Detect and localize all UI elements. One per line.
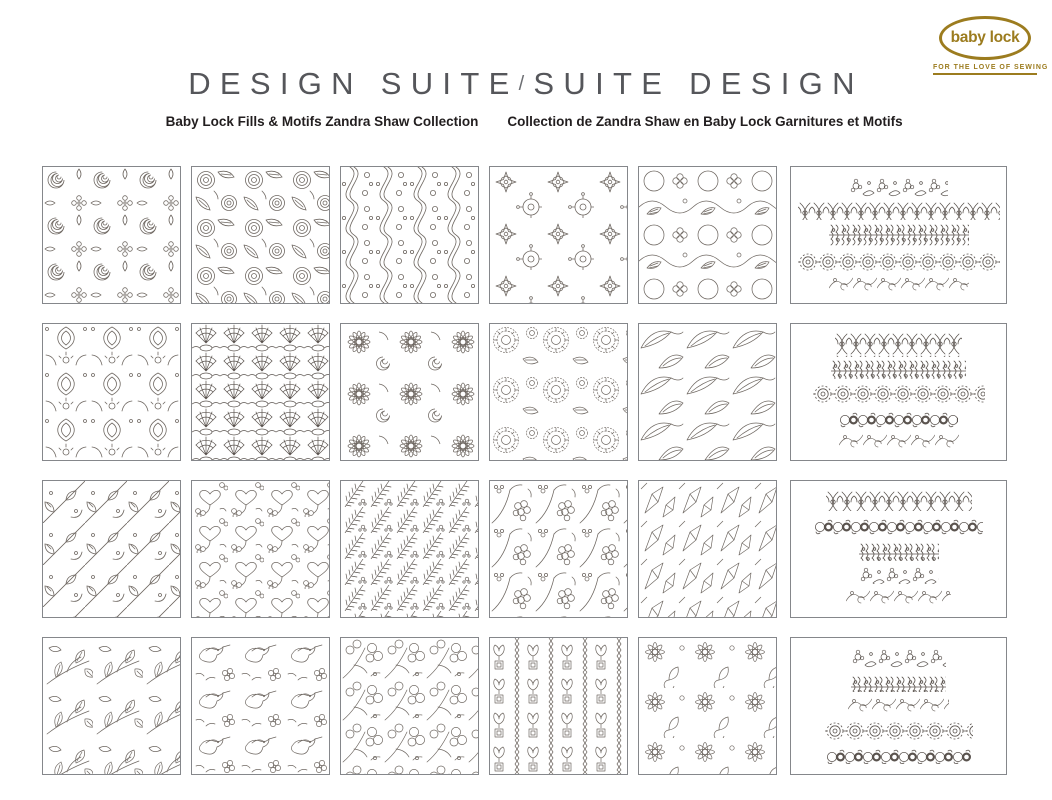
pattern-row xyxy=(42,480,1007,618)
clover-vine-fill xyxy=(638,166,777,304)
border-motif-strip xyxy=(815,516,983,538)
sunflower-head-fill xyxy=(489,323,628,461)
berry-branch-fill xyxy=(340,637,479,775)
collection-subtitle-french: Collection de Zandra Shaw en Baby Lock Garnitures et Motifs xyxy=(507,114,903,129)
border-motif-strip xyxy=(839,433,959,451)
border-motif-strip xyxy=(840,409,958,430)
border-motif-strip xyxy=(813,383,985,405)
border-motif-strip xyxy=(825,720,973,740)
leaf-branch-fill xyxy=(42,637,181,775)
floral-border-motifs-3 xyxy=(790,480,1007,618)
border-motif-strip xyxy=(859,543,939,561)
border-motif-strip xyxy=(849,177,948,197)
heart-blossom-fill xyxy=(191,480,330,618)
border-motif-strip xyxy=(848,697,949,715)
climbing-rose-fill xyxy=(191,166,330,304)
border-motif-strip xyxy=(826,491,972,511)
damask-bloom-fill xyxy=(42,323,181,461)
border-motif-strip xyxy=(798,202,1000,220)
leafy-vine-fill xyxy=(42,480,181,618)
collection-subtitle-english: Baby Lock Fills & Motifs Zandra Shaw Collection xyxy=(165,114,479,129)
berry-cluster-fill xyxy=(489,480,628,618)
border-motif-strip xyxy=(846,589,951,607)
layered-fan-petal-fill xyxy=(191,323,330,461)
angular-petal-fill xyxy=(638,480,777,618)
border-motif-strip xyxy=(835,333,962,357)
floral-border-motifs-4 xyxy=(790,637,1007,775)
ribbon-scroll-fill xyxy=(340,166,479,304)
pattern-row xyxy=(42,323,1007,461)
babylock-logo-text: baby lock xyxy=(950,29,1020,46)
floral-border-motifs-1 xyxy=(790,166,1007,304)
border-motif-strip xyxy=(859,566,939,584)
rose-spiral-medallion-fill xyxy=(42,166,181,304)
pattern-row xyxy=(42,637,1007,775)
open-leaf-trail-fill xyxy=(638,323,777,461)
feathered-leaf-fill xyxy=(340,480,479,618)
border-motif-strip xyxy=(829,224,969,246)
babylock-tagline: FOR THE LOVE OF SEWING xyxy=(933,64,1037,75)
daisy-ribbon-fill xyxy=(638,637,777,775)
border-motif-strip xyxy=(798,251,1000,271)
pattern-row xyxy=(42,166,1007,304)
tulip-lattice-fill xyxy=(489,637,628,775)
title-divider: / xyxy=(518,73,534,95)
star-blossom-ornament-fill xyxy=(489,166,628,304)
hummingbird-garden-fill xyxy=(191,637,330,775)
border-motif-strip xyxy=(827,746,971,764)
title-french: SUITE DESIGN xyxy=(533,66,864,101)
pattern-swatch-grid xyxy=(42,166,1007,794)
page-title xyxy=(0,66,1052,102)
border-motif-strip xyxy=(829,276,969,293)
border-motif-strip xyxy=(851,676,946,692)
border-motif-strip xyxy=(851,648,946,670)
daisy-swirl-fill xyxy=(340,323,479,461)
babylock-logo-oval xyxy=(939,16,1031,60)
title-english: DESIGN SUITE xyxy=(188,66,519,101)
floral-border-motifs-2 xyxy=(790,323,1007,461)
border-motif-strip xyxy=(831,360,966,379)
